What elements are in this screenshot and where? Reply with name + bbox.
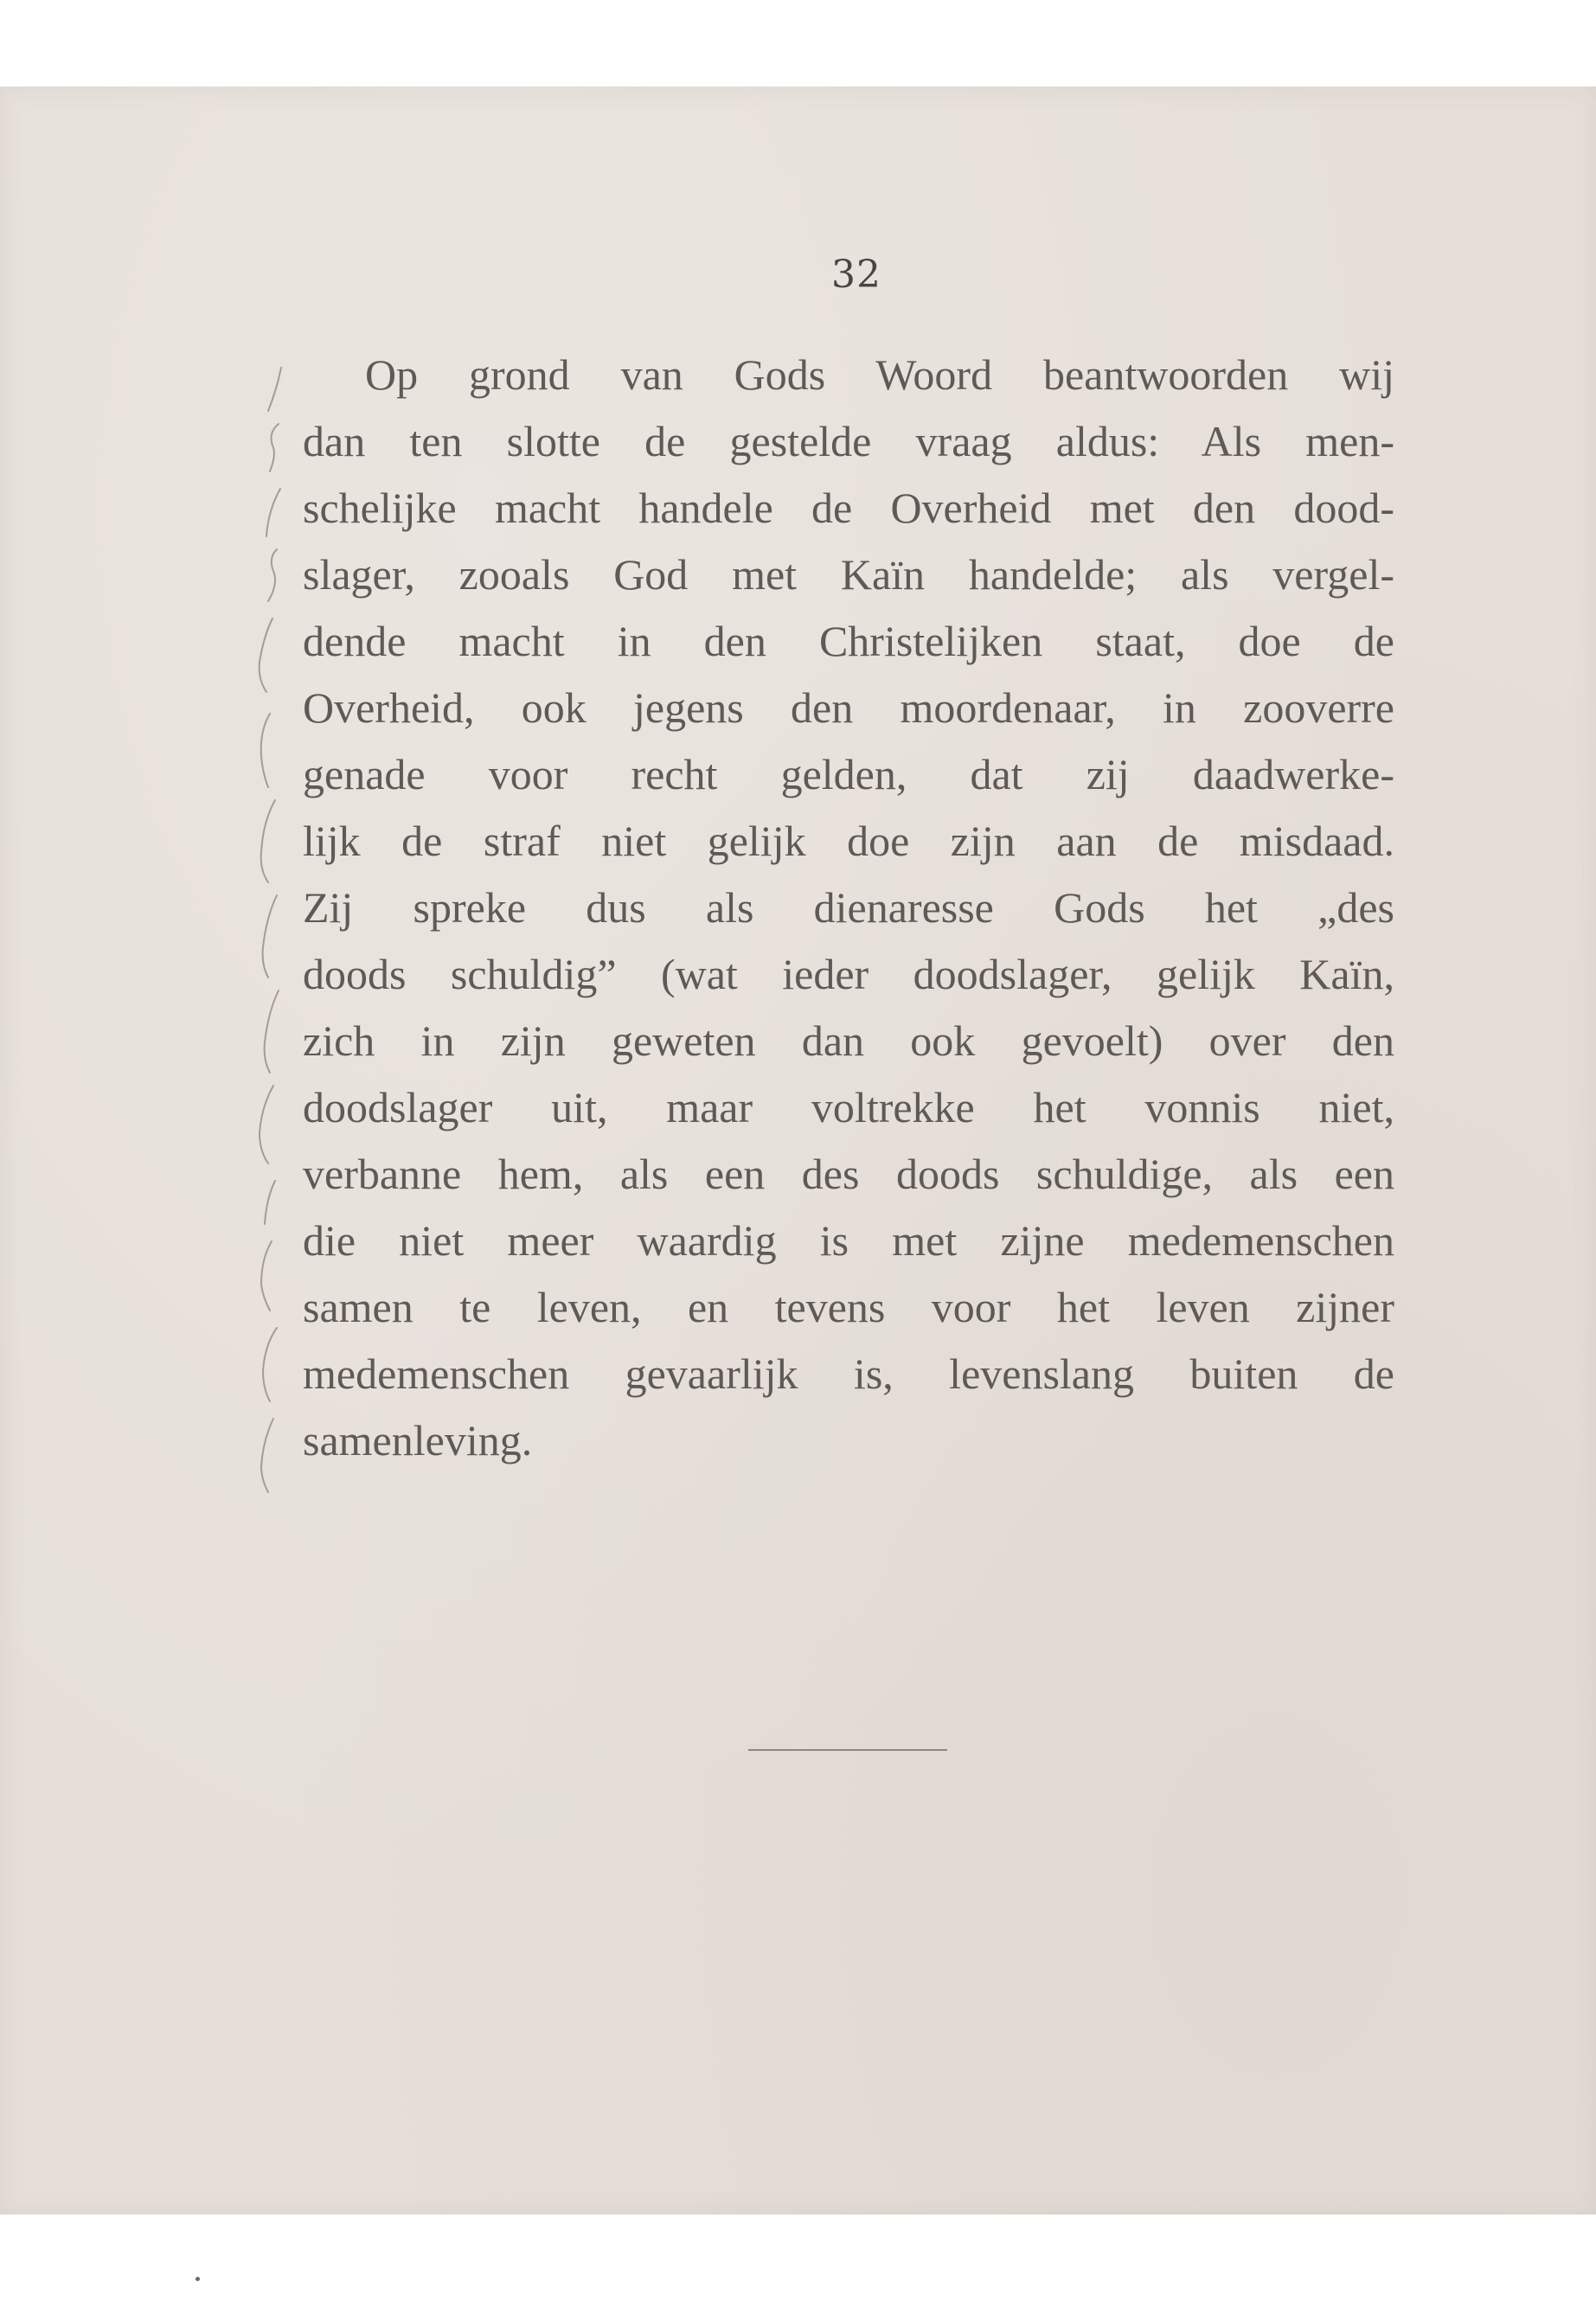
text-line: dan ten slotte de gestelde vraag aldus: Als men- bbox=[303, 417, 1394, 465]
body-text bbox=[303, 342, 1394, 1474]
page-number: 32 bbox=[831, 253, 881, 297]
paper-speck bbox=[195, 2277, 200, 2281]
text-line: doods schuldig” (wat ieder doodslager, gelijk Kaïn, bbox=[303, 950, 1394, 998]
text-line: Op grond van Gods Woord beantwoorden wij bbox=[365, 350, 1394, 399]
text-line: lijk de straf niet gelijk doe zijn aan de misdaad. bbox=[303, 817, 1394, 865]
text-line: Overheid, ook jegens den moordenaar, in zooverre bbox=[303, 683, 1394, 732]
text-line: doodslager uit, maar voltrekke het vonnis niet, bbox=[303, 1083, 1394, 1131]
text-line: die niet meer waardig is met zijne medemenschen bbox=[303, 1216, 1394, 1265]
text-line: Zij spreke dus als dienaresse Gods het „des bbox=[303, 883, 1394, 932]
text-line: slager, zooals God met Kaïn handelde; als vergel- bbox=[303, 550, 1394, 599]
section-end-rule bbox=[748, 1749, 947, 1751]
text-line: medemenschen gevaarlijk is, levenslang buiten de bbox=[303, 1349, 1394, 1398]
text-line-last: samenleving. bbox=[303, 1416, 533, 1465]
text-line: samen te leven, en tevens voor het leven zijner bbox=[303, 1283, 1394, 1331]
text-line: zich in zijn geweten dan ook gevoelt) over den bbox=[303, 1016, 1394, 1065]
text-line: schelijke macht handele de Overheid met den dood- bbox=[303, 484, 1394, 532]
text-line: verbanne hem, als een des doods schuldige, als een bbox=[303, 1150, 1394, 1198]
text-line: genade voor recht gelden, dat zij daadwerke- bbox=[303, 750, 1394, 798]
page-paper bbox=[0, 87, 1596, 2214]
margin-pencil-marks bbox=[242, 350, 294, 1501]
text-line: dende macht in den Christelijken staat, doe de bbox=[303, 617, 1394, 665]
